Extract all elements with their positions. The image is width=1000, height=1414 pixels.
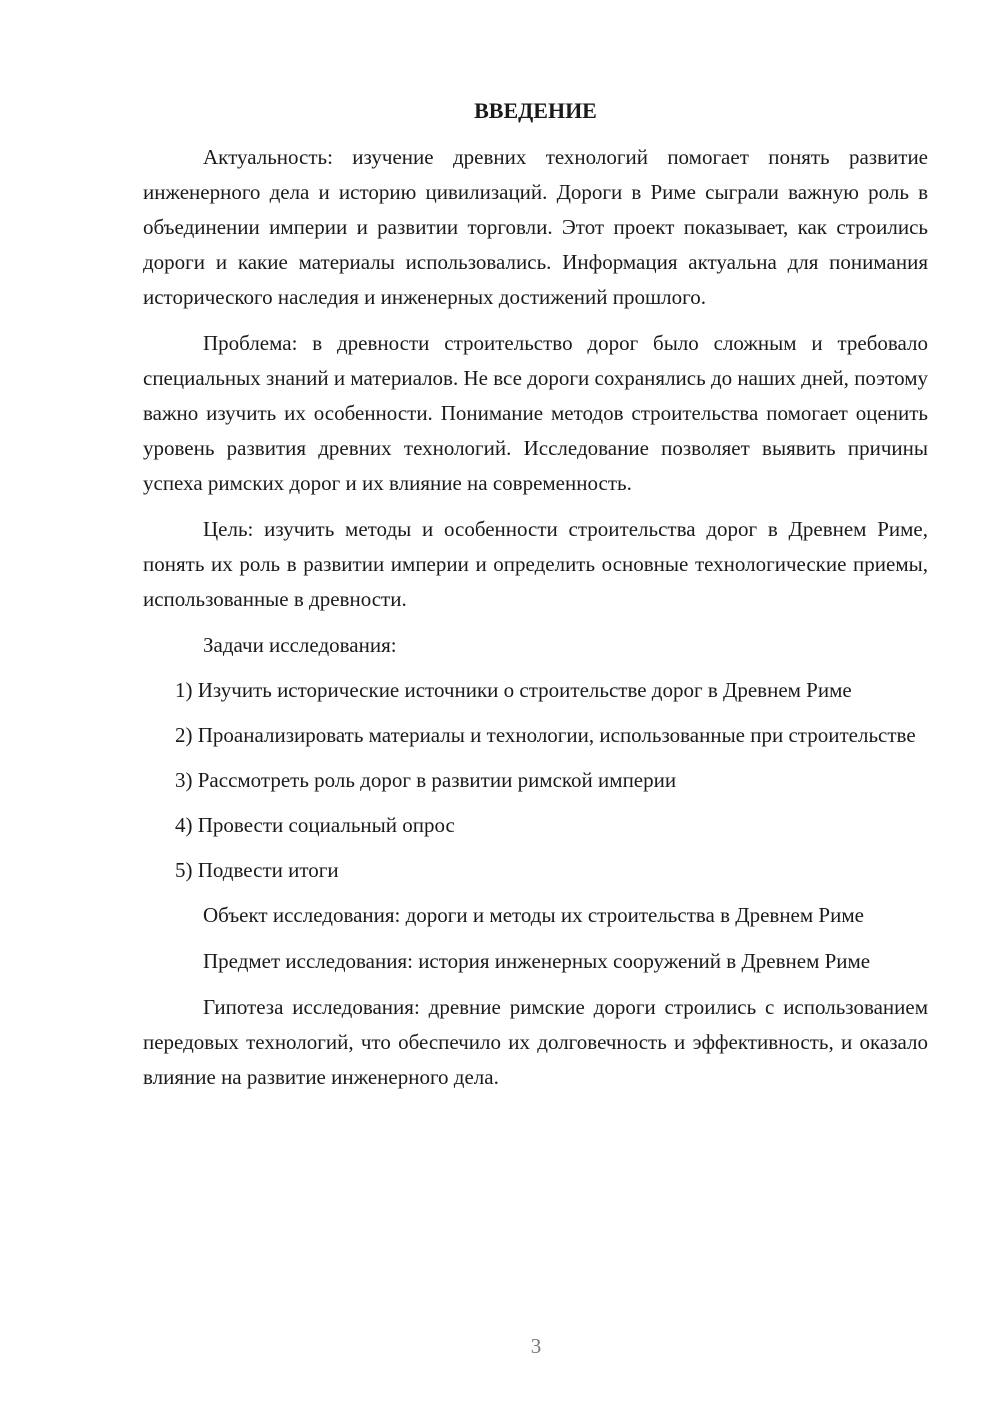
task-item: 4) Провести социальный опрос [175,813,455,837]
hypothesis-paragraph: Гипотеза исследования: древние римские дороги строились с использованием передовых технологий, что обеспечило их долговечность и эффективность, и оказало влияние на развитие инженерного дела. [143,995,928,1089]
relevance-paragraph: Актуальность: изучение древних технологий помогает понять развитие инженерного дела и историю цивилизаций. Дороги в Риме сыграли важную роль в объединении империи и развитии торговли. Этот проект показывает, как строились дороги и какие материалы использовались. Информация актуальна для понимания исторического наследия и инженерных достижений прошлого. [143,145,928,309]
tasks-heading: Задачи исследования: [203,633,397,657]
page-number: 3 [530,1334,542,1358]
document-body [143,96,928,1106]
object-paragraph: Объект исследования: дороги и методы их строительства в Древнем Риме [203,903,864,927]
goal-paragraph: Цель: изучить методы и особенности строительства дорог в Древнем Риме, понять их роль в развитии империи и определить основные технологические приемы, использованные в древности. [143,517,928,611]
page-title: ВВЕДЕНИЕ [474,98,597,123]
task-item: 2) Проанализировать материалы и технологии, использованные при строительстве [175,723,916,747]
task-item: 1) Изучить исторические источники о строительстве дорог в Древнем Риме [175,678,852,702]
problem-paragraph: Проблема: в древности строительство дорог было сложным и требовало специальных знаний и материалов. Не все дороги сохранялись до наших дней, поэтому важно изучить их особенности. Понимание методов строительства помогает оценить уровень развития древних технологий. Исследование позволяет выявить причины успеха римских дорог и их влияние на современность. [143,331,928,495]
tasks-list [143,673,928,888]
task-item: 3) Рассмотреть роль дорог в развитии римской империи [175,768,677,792]
subject-paragraph: Предмет исследования: история инженерных сооружений в Древнем Риме [203,949,871,973]
task-item: 5) Подвести итоги [175,858,339,882]
